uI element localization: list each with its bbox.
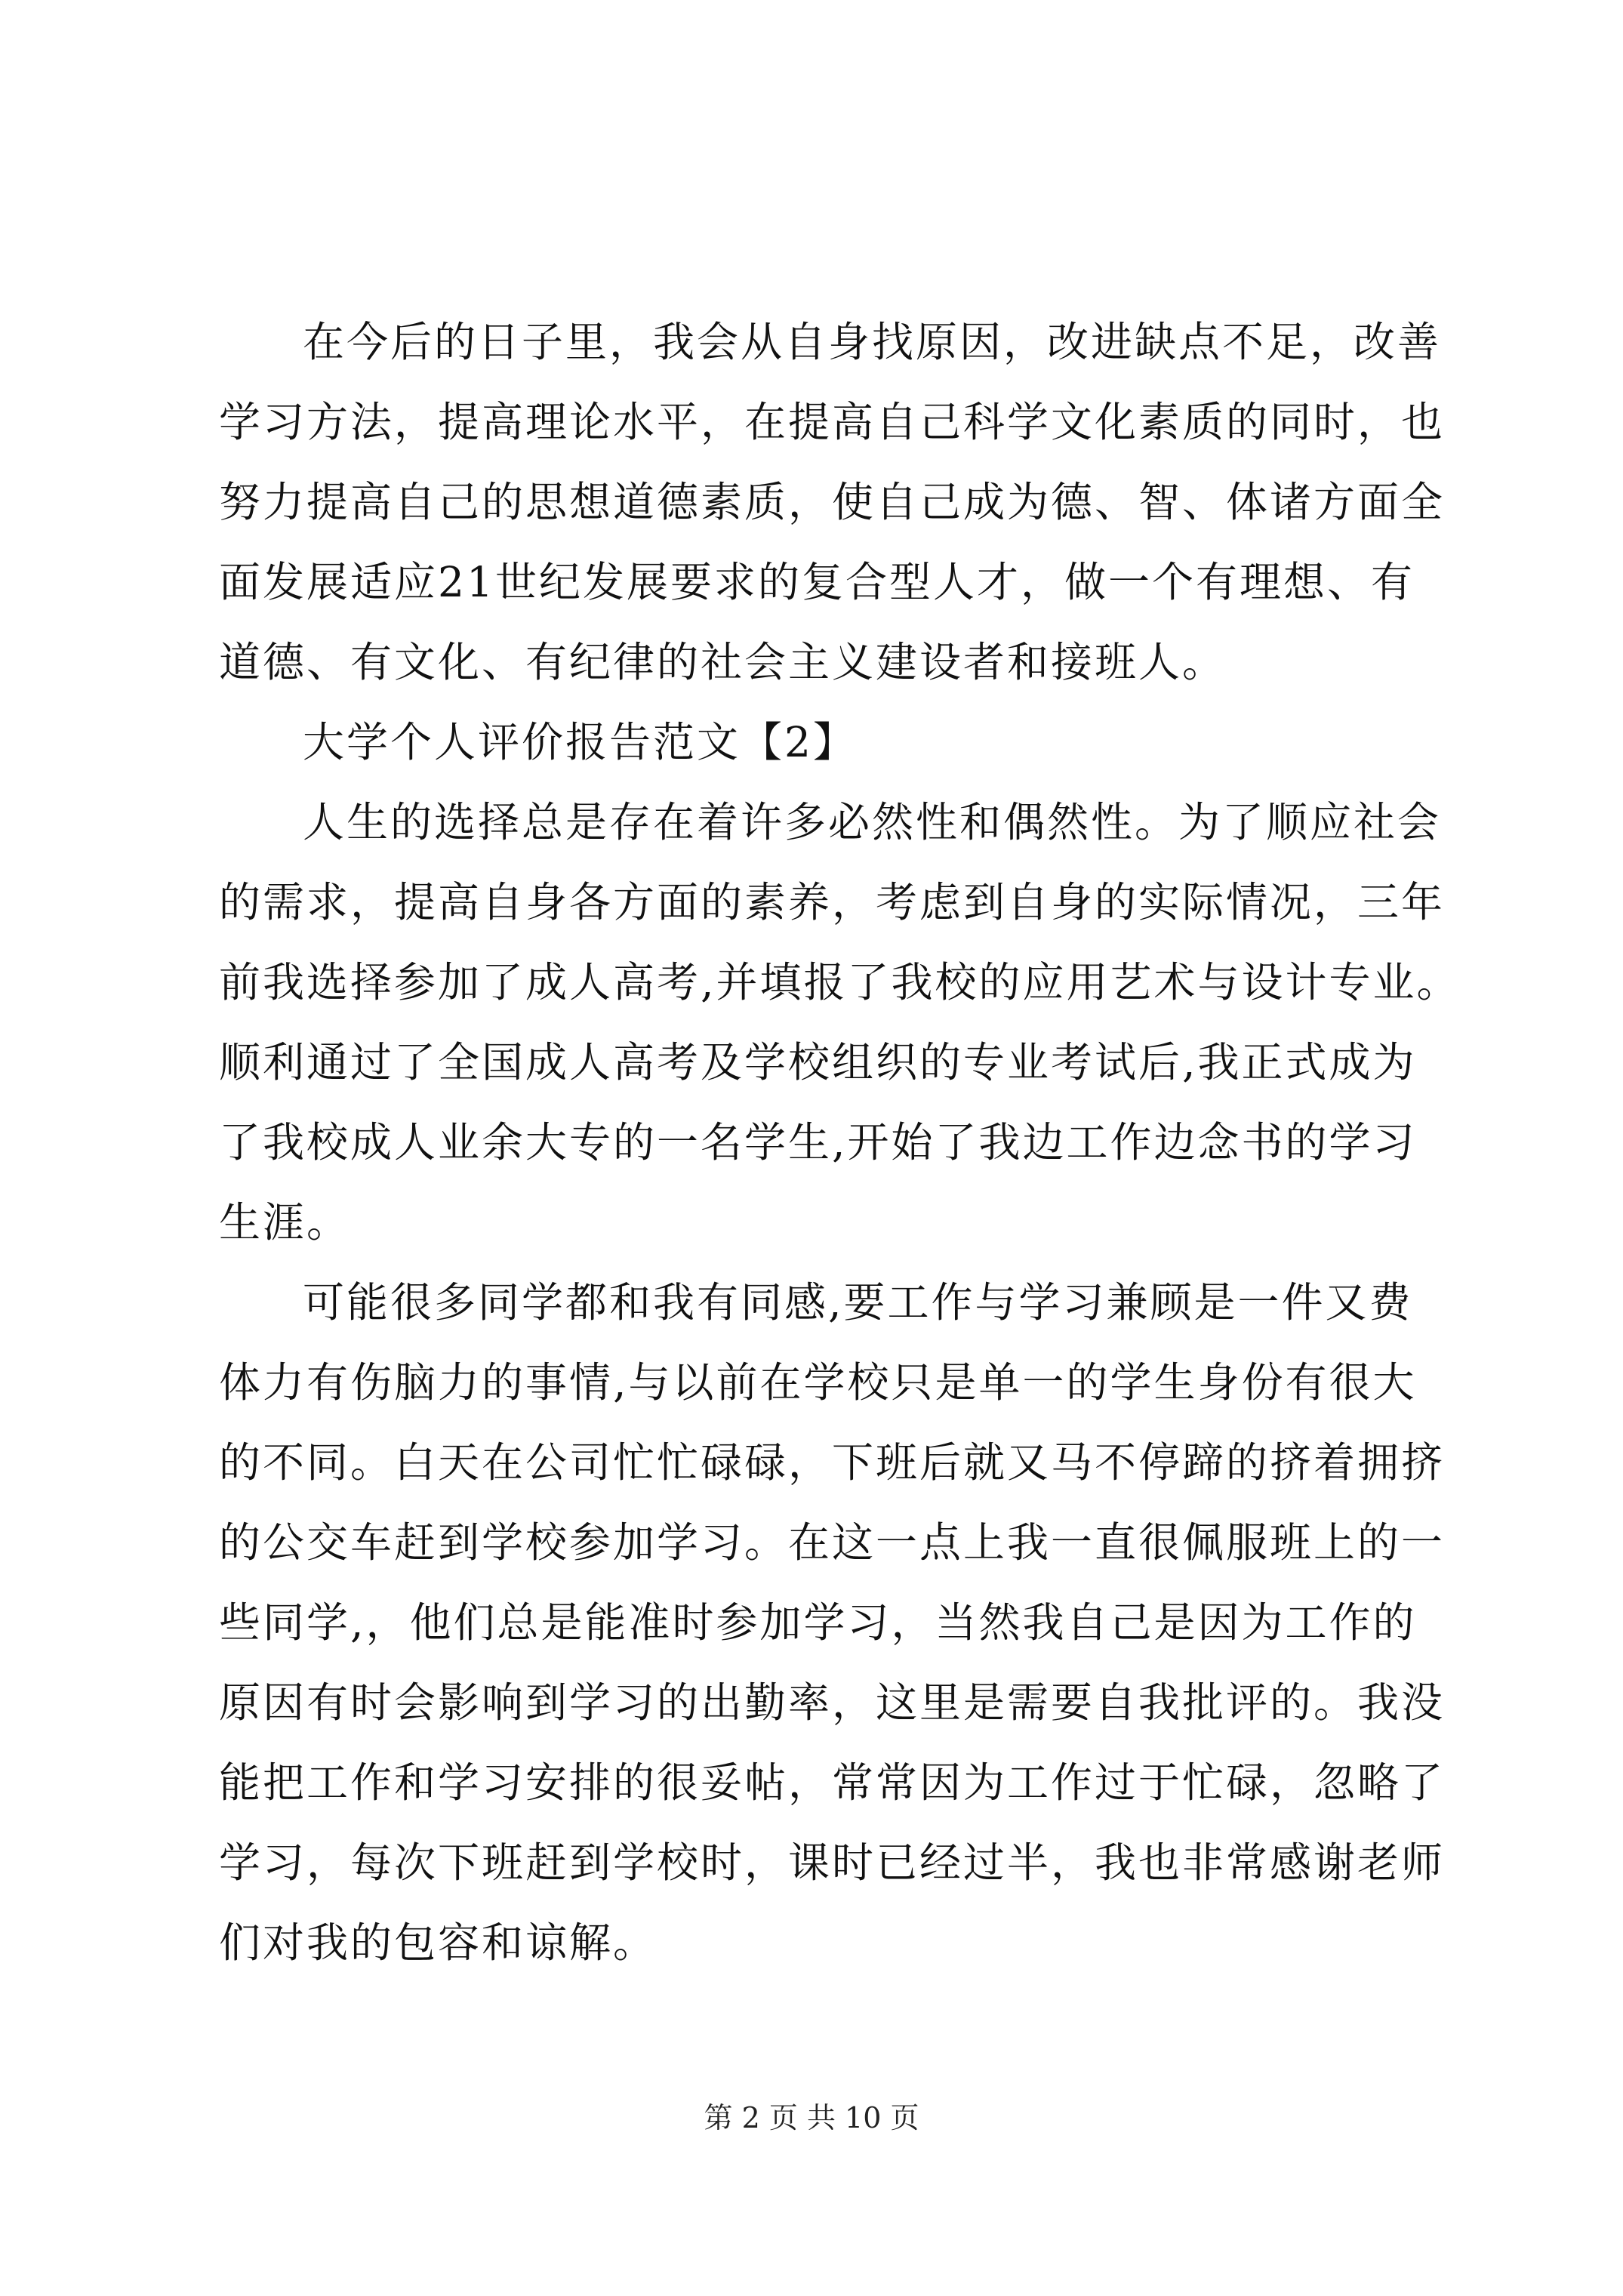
page-number: 第 2 页 共 10 页	[704, 2101, 919, 2134]
text-line-18: 原因有时会影响到学习的出勤率，这里是需要自我批评的。我没	[219, 1678, 1446, 1727]
text-line-14: 体力有伤脑力的事情,与以前在学校只是单一的学生身份有很大	[219, 1358, 1417, 1407]
text-line-21: 们对我的包容和谅解。	[219, 1918, 658, 1967]
text-line-11: 了我校成人业余大专的一名学生,开始了我边工作边念书的学习	[219, 1118, 1417, 1166]
text-line-3: 努力提高自己的思想道德素质，使自己成为德、智、体诸方面全	[219, 478, 1446, 526]
document-body	[219, 302, 1461, 1983]
text-line-15: 的不同。白天在公司忙忙碌碌，下班后就又马不停蹄的挤着拥挤	[219, 1438, 1446, 1487]
text-line-16: 的公交车赶到学校参加学习。在这一点上我一直很佩服班上的一	[219, 1518, 1446, 1567]
text-line-9: 前我选择参加了成人高考,并填报了我校的应用艺术与设计专业。	[219, 958, 1461, 1006]
text-line-20: 学习，每次下班赶到学校时，课时已经过半，我也非常感谢老师	[219, 1838, 1446, 1887]
text-line-17: 些同学,，他们总是能准时参加学习，当然我自己是因为工作的	[219, 1598, 1417, 1647]
text-line-2: 学习方法，提高理论水平，在提高自己科学文化素质的同时，也	[219, 398, 1446, 446]
text-line-4: 面发展适应21世纪发展要求的复合型人才，做一个有理想、有	[219, 558, 1415, 606]
text-line-8: 的需求，提高自身各方面的素养，考虑到自身的实际情况，三年	[219, 878, 1446, 926]
text-line-5: 道德、有文化、有纪律的社会主义建设者和接班人。	[219, 638, 1227, 686]
text-line-7: 人生的选择总是存在着许多必然性和偶然性。为了顺应社会	[303, 798, 1442, 846]
text-line-12: 生涯。	[219, 1198, 351, 1247]
text-line-1: 在今后的日子里，我会从自身找原因，改进缺点不足，改善	[303, 318, 1442, 366]
text-line-19: 能把工作和学习安排的很妥帖，常常因为工作过于忙碌，忽略了	[219, 1758, 1446, 1807]
text-line-10: 顺利通过了全国成人高考及学校组织的专业考试后,我正式成为	[219, 1038, 1417, 1086]
text-line-13: 可能很多同学都和我有同感,要工作与学习兼顾是一件又费	[303, 1278, 1413, 1327]
page-footer	[0, 2099, 1623, 2137]
section-heading: 大学个人评价报告范文【2】	[303, 718, 857, 766]
